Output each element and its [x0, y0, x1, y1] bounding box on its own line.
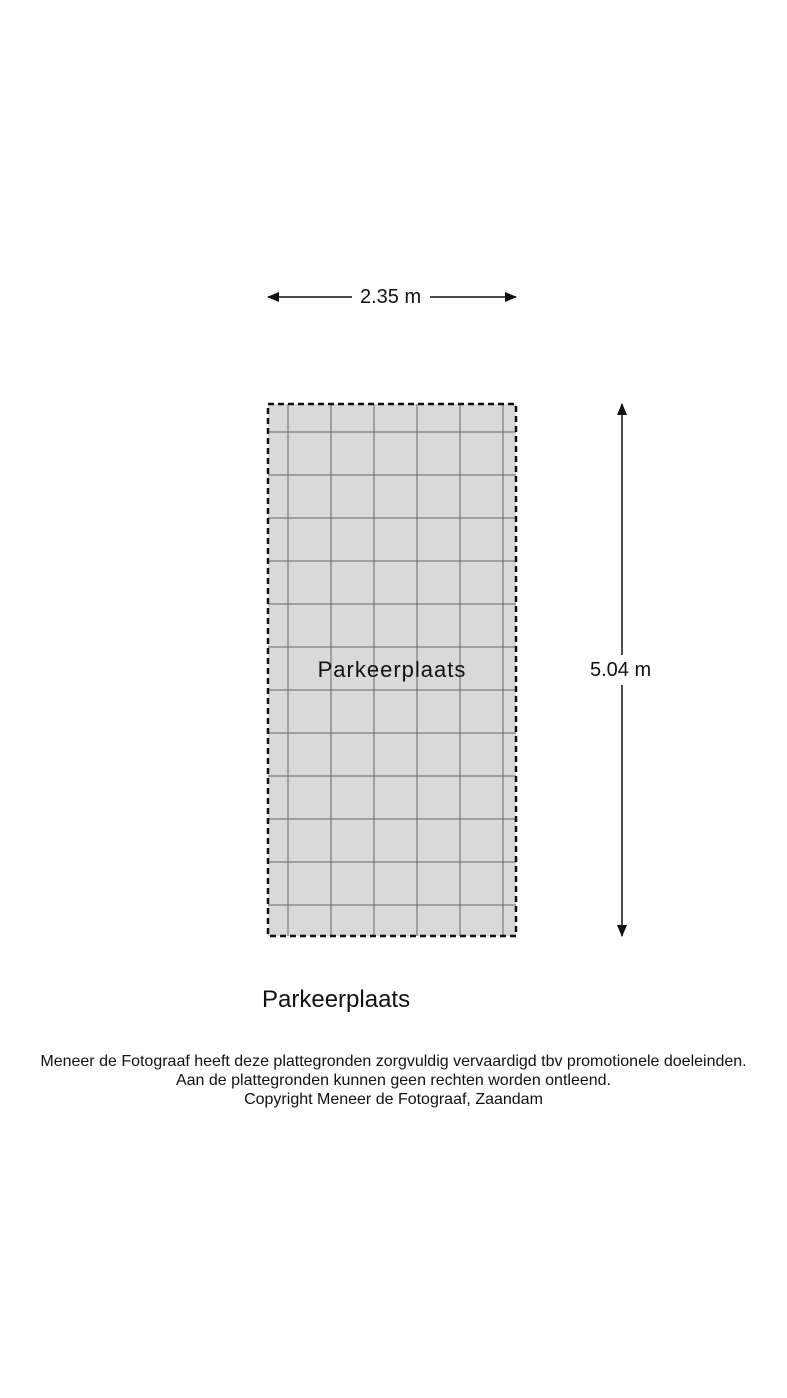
floor-title: Parkeerplaats [262, 986, 411, 1013]
disclaimer-line: Aan de plattegronden kunnen geen rechten worden ontleend. [175, 1072, 611, 1089]
disclaimer-text [0, 1052, 787, 1109]
width-dimension-label: 2.35 m [354, 285, 427, 309]
height-dimension-label: 5.04 m [584, 658, 657, 682]
disclaimer-line: Meneer de Fotograaf heeft deze plattegronden zorgvuldig vervaardigd tbv promotionele doeleinden. [40, 1053, 747, 1070]
copyright-line: Copyright Meneer de Fotograaf, Zaandam [244, 1091, 543, 1108]
room-label: Parkeerplaats [317, 657, 467, 682]
